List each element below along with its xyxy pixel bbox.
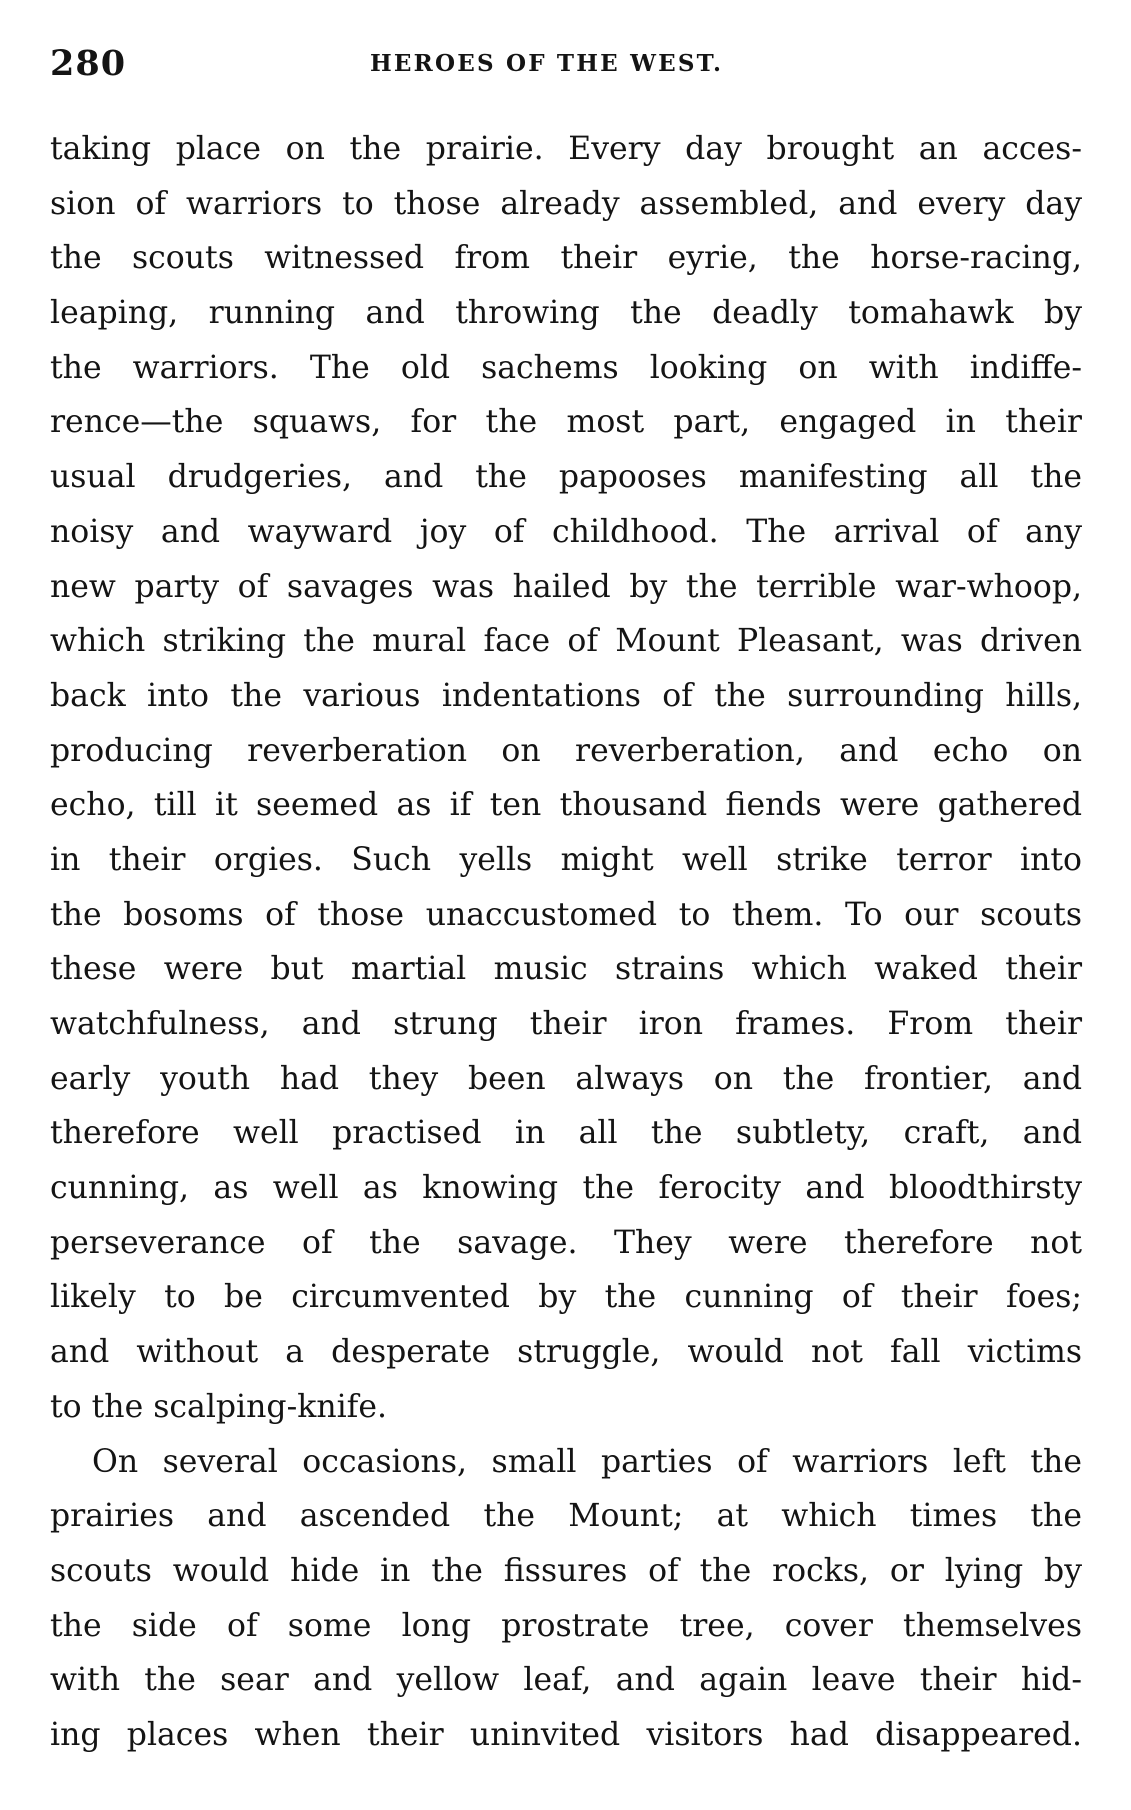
paragraph-2 <box>50 1435 1082 1763</box>
page-number: 280 <box>50 43 127 84</box>
text-line: and without a desperate struggle, would not fall victims <box>50 1334 1082 1371</box>
text-line: therefore well practised in all the subtlety, craft, and <box>50 1115 1082 1152</box>
text-line: watchfulness, and strung their iron frames. From their <box>50 1006 1082 1042</box>
text-line: ing places when their uninvited visitors had disappeared. <box>50 1716 1082 1753</box>
text-line: back into the various indentations of the surrounding hills, <box>50 677 1082 714</box>
text-line: sion of warriors to those already assembled, and every day <box>50 185 1082 222</box>
text-line: with the sear and yellow leaf, and again leave their hid- <box>50 1662 1082 1699</box>
running-head: HEROES OF THE WEST. <box>370 50 724 77</box>
text-line: the warriors. The old sachems looking on with indiffe- <box>50 349 1082 386</box>
page-header <box>50 40 1082 88</box>
text-line: the bosoms of those unaccustomed to them. To our scouts <box>50 896 1082 933</box>
book-page <box>50 40 1082 1763</box>
text-line: taking place on the prairie. Every day brought an acces- <box>50 131 1082 167</box>
text-line: prairies and ascended the Mount; at which times the <box>50 1498 1082 1535</box>
paragraph-1 <box>50 122 1082 1435</box>
text-line: likely to be circumvented by the cunning of their foes; <box>50 1279 1082 1316</box>
text-line: On several occasions, small parties of warriors left the <box>92 1443 1082 1480</box>
text-line: producing reverberation on reverberation, and echo on <box>50 732 1082 769</box>
text-line: echo, till it seemed as if ten thousand fiends were gathered <box>50 787 1082 824</box>
text-line: usual drudgeries, and the papooses manifesting all the <box>50 459 1082 496</box>
text-line: early youth had they been always on the frontier, and <box>50 1060 1082 1097</box>
text-line: the scouts witnessed from their eyrie, the horse-racing, <box>50 240 1082 277</box>
text-line: perseverance of the savage. They were therefore not <box>50 1224 1082 1261</box>
text-line: these were but martial music strains which waked their <box>50 951 1082 988</box>
text-line: rence—the squaws, for the most part, engaged in their <box>50 404 1082 441</box>
text-line: which striking the mural face of Mount Pleasant, was driven <box>50 623 1082 660</box>
text-line: the side of some long prostrate tree, cover themselves <box>50 1607 1082 1644</box>
text-line: leaping, running and throwing the deadly tomahawk by <box>50 295 1082 332</box>
text-line: noisy and wayward joy of childhood. The arrival of any <box>50 513 1082 550</box>
text-line: new party of savages was hailed by the terrible war-whoop, <box>50 568 1082 605</box>
text-line: to the scalping-knife. <box>50 1388 387 1425</box>
text-line: scouts would hide in the fissures of the rocks, or lying by <box>50 1552 1082 1589</box>
body-text <box>50 122 1082 1763</box>
text-line: in their orgies. Such yells might well strike terror into <box>50 841 1082 878</box>
text-line: cunning, as well as knowing the ferocity and bloodthirsty <box>50 1170 1082 1207</box>
